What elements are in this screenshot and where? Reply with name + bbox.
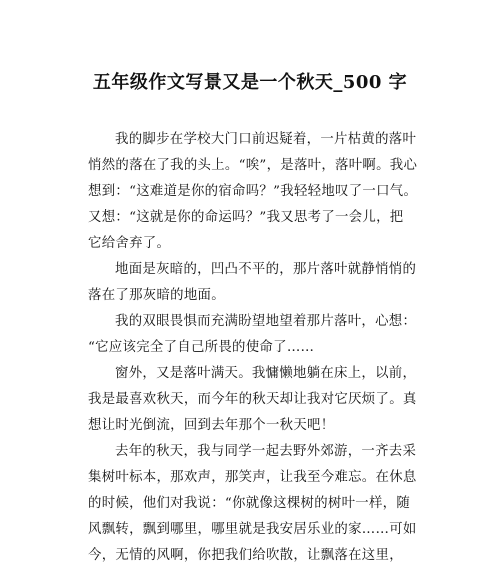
text-line: “它应该完全了自己所畏的使命了……	[88, 340, 315, 355]
text-line: 我的双眼畏惧而充满盼望地望着那片落叶，心想：	[115, 314, 417, 329]
text-line: 它给舍弃了。	[88, 236, 171, 251]
text-line: 我的脚步在学校大门口前迟疑着，一片枯黄的落叶	[115, 132, 417, 147]
document-body	[88, 127, 416, 566]
text-line: 今，无情的风啊，你把我们给吹散，让飘落在这里，	[88, 548, 403, 563]
text-line: 地面是灰暗的，凹凸不平的，那片落叶就静悄悄的	[115, 262, 417, 277]
text-line: 想让时光倒流，回到去年那个一秋天吧！	[88, 418, 335, 433]
text-line: 悄然的落在了我的头上。“唉”，是落叶，落叶啊。我心	[88, 158, 418, 173]
text-line: 又想：“这就是你的命运吗？”我又思考了一会儿，把	[88, 210, 404, 225]
document-title: 五年级作文写景又是一个秋天_500 字	[92, 72, 408, 93]
text-line: 集树叶标本，那欢声，那笑声，让我至今难忘。在休息	[88, 470, 417, 485]
text-line: 我是最喜欢秋天，而今年的秋天却让我对它厌烦了。真	[88, 392, 417, 407]
text-line: 想到：“这难道是你的宿命吗？”我轻轻地叹了一口气。	[88, 184, 418, 199]
text-line: 窗外，又是落叶满天。我慵懒地躺在床上，以前，	[115, 366, 417, 381]
text-line: 去年的秋天，我与同学一起去野外郊游，一齐去采	[115, 444, 417, 459]
text-line: 的时候，他们对我说：“你就像这棵树的树叶一样，随	[88, 496, 411, 511]
text-line: 风飘转，飘到哪里，哪里就是我安居乐业的家……可如	[88, 522, 417, 537]
text-line: 落在了那灰暗的地面。	[88, 288, 225, 303]
